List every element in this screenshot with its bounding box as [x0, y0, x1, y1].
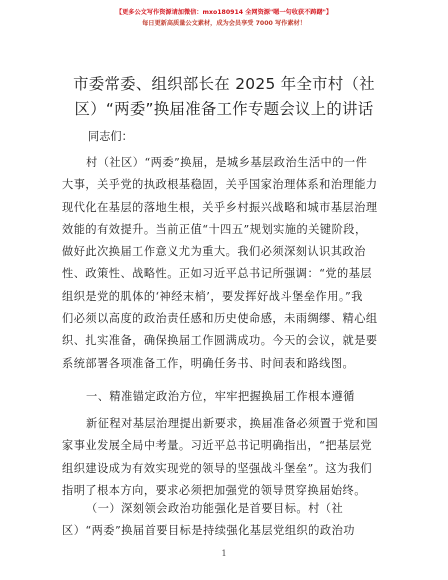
paragraph-line: 村（社区）“两委”换届，是城乡基层政治生活中的一件	[86, 156, 368, 169]
paragraph-line: 家事业发展全局中考量。习近平总书记明确指出，“把基层党	[62, 439, 373, 453]
paragraph-line: 新征程对基层治理提出新要求，换届准备必须置于党和国	[86, 417, 379, 430]
paragraph-line: 效能的有效提升。当前正值“十四五”规划实施的关键阶段，	[62, 222, 367, 236]
section-heading-1: 一、精准锚定政治方位，牢牢把握换届工作根本遵循	[86, 390, 355, 403]
page-number: 1	[221, 549, 227, 558]
paragraph-line: 系统部署各项准备工作，明确任务书、时间表和路线图。	[62, 356, 355, 370]
document-title-line-2: 区）“两委”换届准备工作专题会议上的讲话	[74, 100, 374, 118]
promo-banner-line-1: 【更多公文写作资源请加微信：mxo180914 全网资源"嗯一句收获不踌躇"】	[115, 9, 333, 16]
document-title-line-1: 市委常委、组织部长在 2025 年全市村（社	[73, 75, 375, 93]
paragraph-line: 大事，关乎党的执政根基稳固，关乎国家治理体系和治理能力	[62, 178, 378, 192]
paragraph-subsection-1	[62, 498, 388, 543]
paragraph-section-1	[62, 413, 388, 502]
salutation: 同志们：	[88, 130, 133, 143]
paragraph-line: （一）深刻领会政治功能强化是首要目标。村（社	[86, 502, 344, 515]
paragraph-line: 织、扎实准备，确保换届工作圆满成功。今天的会议，就是要	[62, 334, 378, 348]
paragraph-line: 做好此次换届工作意义尤为重大。我们必须深刻认识其政治	[62, 245, 366, 259]
paragraph-line: 们必须以高度的政治责任感和历史使命感，未雨绸缪、精心组	[62, 312, 378, 326]
promo-banner-line-2: 每日更新高质量公文素材，成为会员享受 7000 写作素材！	[142, 20, 306, 27]
paragraph-line: 现代化在基层的落地生根，关乎乡村振兴战略和城市基层治理	[62, 200, 378, 214]
paragraph-line: 组织是党的肌体的‘神经末梢’，要发挥好战斗堡垒作用。”我	[62, 289, 363, 303]
paragraph-line: 组织建设成为有效实现党的领导的坚强战斗堡垒”。这为我们	[62, 461, 373, 475]
paragraph-intro	[62, 152, 388, 375]
paragraph-line: 指明了根本方向，要求必须把加强党的领导贯穿换届始终。	[62, 483, 366, 497]
paragraph-line: 区）“两委”换届首要目标是持续强化基层党组织的政治功	[62, 524, 355, 538]
paragraph-line: 性、政策性、战略性。正如习近平总书记所强调：“党的基层	[62, 267, 373, 281]
